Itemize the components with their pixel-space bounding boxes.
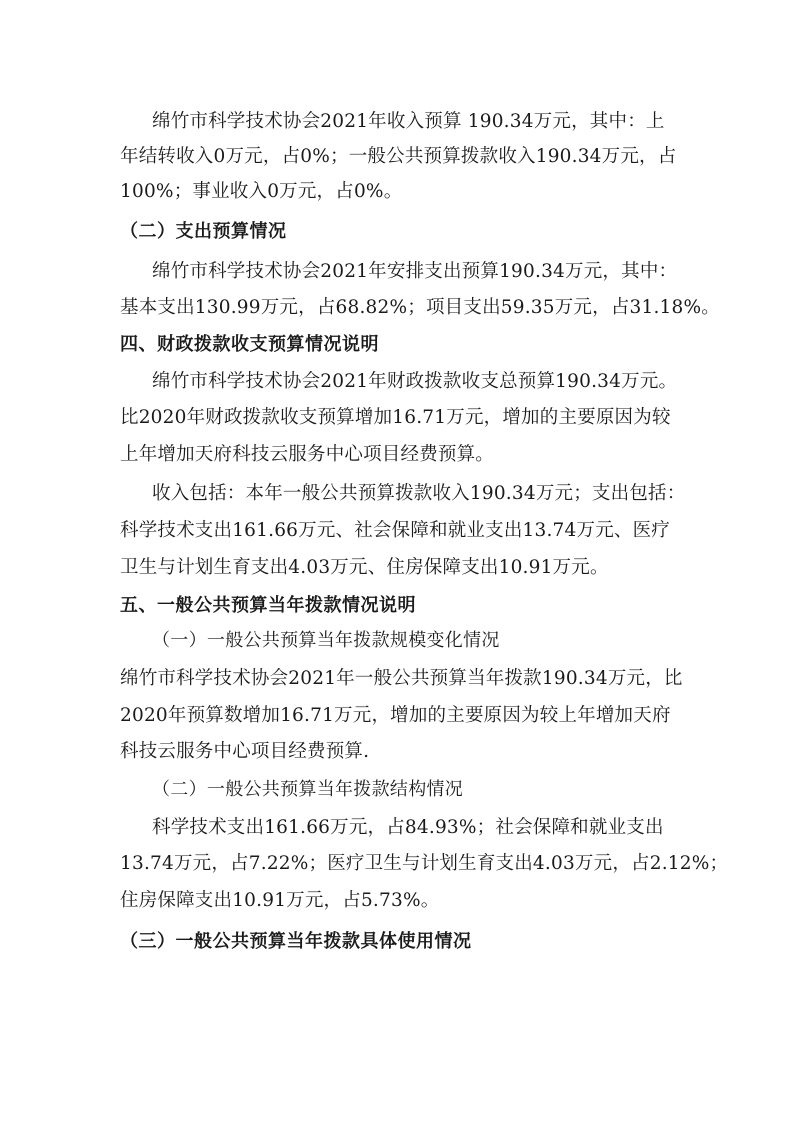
paragraph-line: 收入包括：本年一般公共预算拨款收入190.34万元；支出包括：	[152, 483, 686, 504]
paragraph-line: 绵竹市科学技术协会2021年安排支出预算190.34万元，其中：	[152, 261, 678, 282]
subsection-heading: （一）一般公共预算当年拨款规模变化情况	[152, 630, 500, 651]
paragraph-line: 科学技术支出161.66万元、社会保障和就业支出13.74万元、医疗	[120, 520, 670, 541]
section-heading: 四、财政拨款收支预算情况说明	[120, 334, 379, 355]
paragraph-line: 13.74万元，占7.22%；医疗卫生与计划生育支出4.03万元，占2.12%；	[120, 853, 729, 874]
subsection-heading: （二）一般公共预算当年拨款结构情况	[152, 779, 464, 800]
paragraph-line: 年结转收入0万元，占0%；一般公共预算拨款收入190.34万元，占	[120, 146, 677, 167]
paragraph-line: 基本支出130.99万元，占68.82%；项目支出59.35万元，占31.18%。	[120, 297, 720, 318]
paragraph-line: 绵竹市科学技术协会2021年一般公共预算当年拨款190.34万元，比	[120, 668, 683, 689]
paragraph-line: 卫生与计划生育支出4.03万元、住房保障支出10.91万元。	[120, 557, 609, 578]
paragraph-line: 100%；事业收入0万元，占0%。	[120, 181, 403, 202]
paragraph-line: 2020年预算数增加16.71万元，增加的主要原因为较上年增加天府	[120, 705, 671, 726]
paragraph-line: 绵竹市科学技术协会2021年收入预算 190.34万元，其中：上	[152, 111, 665, 132]
paragraph-line: 科技云服务中心项目经费预算.	[120, 741, 370, 762]
paragraph-line: 科学技术支出161.66万元，占84.93%；社会保障和就业支出	[152, 817, 664, 838]
paragraph-line: 比2020年财政拨款收支预算增加16.71万元，增加的主要原因为较	[120, 407, 671, 428]
section-heading: 五、一般公共预算当年拨款情况说明	[120, 595, 416, 616]
paragraph-line: 住房保障支出10.91万元，占5.73%。	[120, 890, 440, 911]
paragraph-line: 绵竹市科学技术协会2021年财政拨款收支总预算190.34万元。	[152, 371, 678, 392]
section-heading: （三）一般公共预算当年拨款具体使用情况	[120, 931, 472, 952]
section-heading: （二）支出预算情况	[120, 221, 287, 242]
paragraph-line: 上年增加天府科技云服务中心项目经费预算。	[120, 444, 495, 465]
